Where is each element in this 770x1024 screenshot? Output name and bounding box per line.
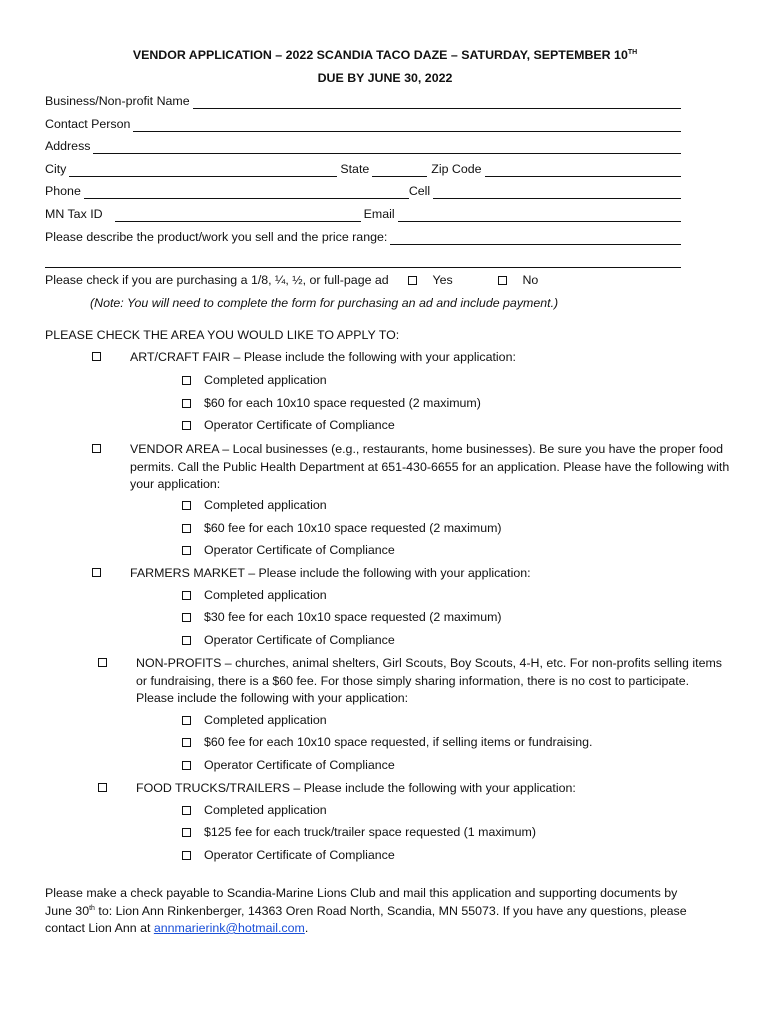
food-trucks-item-label-2: $125 fee for each truck/trailer space requested (1 maximum) [204,825,536,839]
state-label: State [340,162,370,176]
cell-field[interactable] [433,184,681,199]
art-craft-text: ART/CRAFT FAIR – Please include the following with your application: [130,350,516,364]
food-trucks-item-label-1: Completed application [204,803,327,817]
non-profits-item-checkbox-1[interactable] [182,716,191,725]
art-craft-item-checkbox-2[interactable] [182,399,191,408]
describe-row [45,227,681,245]
city-field[interactable] [69,162,337,177]
email-label: Email [363,207,395,221]
business-name-field[interactable] [193,94,681,109]
title-superscript: TH [627,48,638,56]
describe-field-line-2[interactable] [45,253,681,268]
vendor-area-item-label-3: Operator Certificate of Compliance [204,543,395,557]
farmers-market-item-label-2: $30 fee for each 10x10 space requested (2 maximum) [204,610,502,624]
ad-question [45,273,389,287]
footer-part-1: Please make a check payable to Scandia-Marine Lions Club and mail this application and supporting documents by June 30 [45,886,678,918]
zip-field[interactable] [485,162,681,177]
phone-field[interactable] [84,184,409,199]
farmers-market-item [182,610,502,624]
contact-person-row [45,114,681,132]
non-profits-item [182,758,395,772]
farmers-market-item-checkbox-2[interactable] [182,613,191,622]
zip-label: Zip Code [431,162,482,176]
no-label: No [522,273,539,287]
business-name-row [45,91,681,109]
food-trucks-item [182,825,536,839]
footer-superscript: th [89,904,95,912]
food-trucks-checkbox[interactable] [98,783,107,792]
vendor-area-item-label-2: $60 fee for each 10x10 space requested (2 maximum) [204,521,502,535]
vendor-area-item-checkbox-3[interactable] [182,546,191,555]
art-craft-item [182,373,327,387]
document-title [0,48,770,62]
phone-label: Phone [45,184,81,198]
city-state-zip-row [45,159,681,177]
footer-part-2: to: Lion Ann Rinkenberger, 14363 Oren Road North, Scandia, MN 55073. If you have any questions, please contact Lion Ann at [45,903,687,935]
vendor-area-item-checkbox-1[interactable] [182,501,191,510]
no-checkbox[interactable] [498,276,507,285]
art-craft-item [182,396,481,410]
food-trucks-item [182,848,395,862]
tax-id-field[interactable] [115,207,361,222]
ad-yes-option [408,273,453,287]
food-trucks-item [182,803,327,817]
ad-no-option [498,273,538,287]
non-profits-item-label-3: Operator Certificate of Compliance [204,758,395,772]
art-craft-item-label-1: Completed application [204,373,327,387]
farmers-market-checkbox[interactable] [92,568,101,577]
describe-field[interactable] [390,230,681,245]
vendor-area-item-label-1: Completed application [204,498,327,512]
farmers-market-item-checkbox-1[interactable] [182,591,191,600]
non-profits-item-label-2: $60 fee for each 10x10 space requested, if selling items or fundraising. [204,735,593,749]
vendor-area-item [182,498,327,512]
contact-person-label: Contact Person [45,117,131,131]
art-craft-item-label-3: Operator Certificate of Compliance [204,418,395,432]
non-profits-checkbox[interactable] [98,658,107,667]
food-trucks-text: FOOD TRUCKS/TRAILERS – Please include the following with your application: [136,781,576,795]
address-row [45,136,681,154]
business-name-label: Business/Non-profit Name [45,94,190,108]
vendor-area-item [182,543,395,557]
non-profits-item-checkbox-2[interactable] [182,738,191,747]
non-profits-item [182,735,592,749]
art-craft-checkbox[interactable] [92,352,101,361]
non-profits-text: NON-PROFITS – churches, animal shelters, Girl Scouts, Boy Scouts, 4-H, etc. For non-profits selling items or fundraising, there is a $60 fee. For those simply sharing information, there is no cost to participate. Please include the following with your application: [136,656,722,705]
due-date: DUE BY JUNE 30, 2022 [317,71,453,85]
art-craft-item-checkbox-1[interactable] [182,376,191,385]
farmers-market-item-label-3: Operator Certificate of Compliance [204,633,395,647]
vendor-area-item [182,521,502,535]
vendor-area-checkbox[interactable] [92,444,101,453]
footer-end: . [304,921,309,935]
cell-label: Cell [408,184,431,198]
areas-heading: PLEASE CHECK THE AREA YOU WOULD LIKE TO APPLY TO: [45,328,400,342]
address-field[interactable] [93,139,681,154]
food-trucks-item-label-3: Operator Certificate of Compliance [204,848,395,862]
email-field[interactable] [398,207,681,222]
food-trucks-item-checkbox-1[interactable] [182,806,191,815]
art-craft-item-label-2: $60 for each 10x10 space requested (2 maximum) [204,396,481,410]
describe-row-2 [45,250,681,268]
vendor-area-text: VENDOR AREA – Local businesses (e.g., restaurants, home businesses). Be sure you have the proper food permits. Call the Public Health Department at 651-430-6655 for an application. Please have the following with your application: [130,442,730,491]
art-craft-item [182,418,395,432]
farmers-market-text: FARMERS MARKET – Please include the following with your application: [130,566,531,580]
title-main: VENDOR APPLICATION – 2022 SCANDIA TACO DAZE – SATURDAY, SEPTEMBER 10 [132,48,628,62]
farmers-market-item-checkbox-3[interactable] [182,636,191,645]
describe-label: Please describe the product/work you sell and the price range: [45,230,388,244]
contact-email-link[interactable]: annmarierink@hotmail.com [153,921,305,935]
tax-id-label: MN Tax ID [45,207,103,221]
ad-note: (Note: You will need to complete the form for purchasing an ad and include payment.) [90,296,559,310]
phone-cell-row [45,181,681,199]
address-label: Address [45,139,91,153]
vendor-area-item-checkbox-2[interactable] [182,524,191,533]
art-craft-item-checkbox-3[interactable] [182,421,191,430]
farmers-market-item [182,633,395,647]
non-profits-item-label-1: Completed application [204,713,327,727]
state-field[interactable] [372,162,427,177]
food-trucks-item-checkbox-2[interactable] [182,828,191,837]
farmers-market-item [182,588,327,602]
food-trucks-item-checkbox-3[interactable] [182,851,191,860]
yes-checkbox[interactable] [408,276,417,285]
mailing-instructions [45,885,705,938]
farmers-market-item-label-1: Completed application [204,588,327,602]
non-profits-item-checkbox-3[interactable] [182,761,191,770]
contact-person-field[interactable] [133,117,681,132]
taxid-email-row [45,204,681,222]
yes-label: Yes [432,273,453,287]
non-profits-item [182,713,327,727]
ad-question-text: Please check if you are purchasing a 1/8, ¼, ½, or full-page ad [45,273,389,287]
city-label: City [45,162,67,176]
